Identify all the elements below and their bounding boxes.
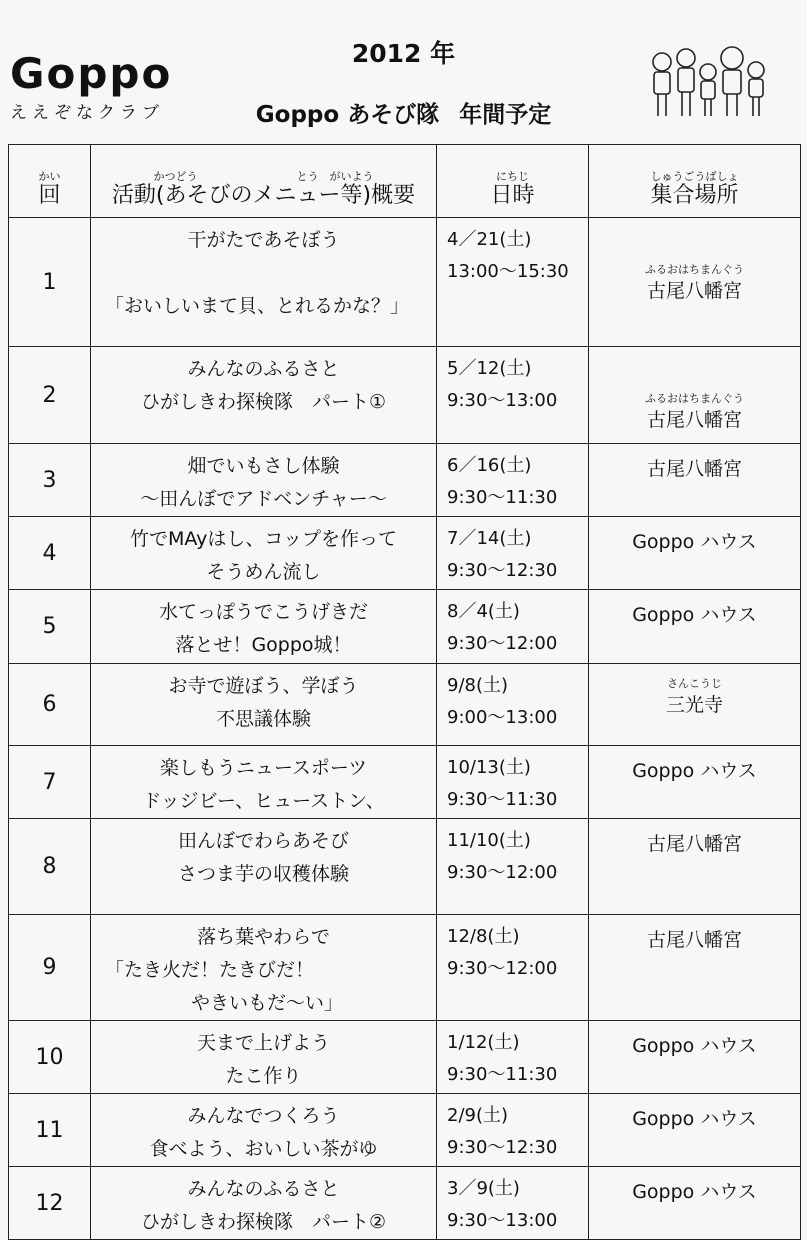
- activity-line: みんなでつくろう: [187, 1105, 340, 1127]
- place-ruby: ふるおはちまんぐう: [645, 263, 744, 276]
- activity-cell: [91, 915, 437, 1021]
- table-row: [9, 347, 801, 444]
- time-text: 9:30〜12:00: [447, 958, 558, 979]
- activity-cell: [91, 218, 437, 347]
- activity-line: ひがしきわ探検隊 パート②: [140, 1211, 387, 1233]
- place-name: 古尾八幡宮: [646, 929, 742, 951]
- session-number: 8: [9, 819, 91, 915]
- session-number: 4: [9, 517, 91, 590]
- time-text: 9:00〜13:00: [447, 707, 558, 728]
- place-name: 三光寺: [665, 694, 723, 716]
- date-text: 1/12(土): [447, 1032, 520, 1053]
- activity-line: みんなのふるさと: [187, 358, 340, 380]
- activity-line: 食べよう、おいしい茶がゆ: [149, 1138, 378, 1160]
- header-place: [589, 145, 801, 218]
- date-cell: [437, 1021, 589, 1094]
- header-no: [9, 145, 91, 218]
- children-illustration: [648, 40, 778, 126]
- place-ruby: ふるおはちまんぐう: [645, 392, 744, 405]
- activity-line: さつま芋の収穫体験: [177, 863, 349, 885]
- logo-subtitle: ええぞなクラブ: [10, 103, 164, 123]
- activity-line: [91, 257, 436, 290]
- year-heading: 2012 年: [351, 39, 456, 68]
- title-schedule: 年間予定: [459, 102, 552, 128]
- session-number: 10: [9, 1021, 91, 1094]
- header-date-ruby: にちじ: [496, 170, 529, 183]
- place-name: Goppo ハウス: [632, 1035, 757, 1057]
- table-row: [9, 915, 801, 1021]
- place-name: Goppo ハウス: [632, 531, 757, 553]
- session-number: 1: [9, 218, 91, 347]
- meeting-place-cell: [589, 1094, 801, 1167]
- date-text: 12/8(土): [447, 926, 520, 947]
- time-text: 9:30〜12:00: [447, 633, 558, 654]
- time-text: 9:30〜12:30: [447, 1137, 558, 1158]
- date-cell: [437, 1094, 589, 1167]
- table-row: [9, 444, 801, 517]
- date-cell: [437, 517, 589, 590]
- meeting-place-cell: [589, 915, 801, 1021]
- activity-line: たこ作り: [225, 1065, 302, 1087]
- date-cell: [437, 347, 589, 444]
- header-activity-label: 活動(あそびのメニュー等)概要: [111, 183, 416, 208]
- place-ruby: さんこうじ: [667, 677, 722, 690]
- session-number: 7: [9, 746, 91, 819]
- date-text: 7／14(土): [447, 528, 532, 549]
- header-date: [437, 145, 589, 218]
- date-text: 3／9(土): [447, 1178, 520, 1199]
- meeting-place-cell: [589, 819, 801, 915]
- header-no-label: 回: [38, 183, 61, 208]
- activity-cell: [91, 517, 437, 590]
- schedule-table: [8, 144, 801, 1240]
- session-number: 9: [9, 915, 91, 1021]
- time-text: 9:30〜11:30: [447, 1064, 558, 1085]
- place-name: Goppo ハウス: [632, 760, 757, 782]
- header-no-ruby: かい: [38, 170, 61, 183]
- meeting-place-cell: [589, 1021, 801, 1094]
- activity-line: 楽しもうニュースポーツ: [159, 757, 368, 779]
- place-name: Goppo ハウス: [632, 1181, 757, 1203]
- activity-line: 田んぼでわらあそび: [177, 830, 349, 852]
- table-row: [9, 218, 801, 347]
- meeting-place-cell: [589, 590, 801, 664]
- session-number: 11: [9, 1094, 91, 1167]
- meeting-place-cell: [589, 444, 801, 517]
- activity-line: 天まで上げよう: [196, 1032, 330, 1054]
- session-number: 2: [9, 347, 91, 444]
- activity-line: 竹でMAyはし、コップを作って: [130, 528, 397, 550]
- activity-cell: [91, 1094, 437, 1167]
- activity-line: そうめん流し: [206, 561, 321, 583]
- activity-line: 落とせ！Goppo城！: [175, 634, 352, 656]
- meeting-place-cell: [589, 347, 801, 444]
- place-name: 古尾八幡宮: [646, 409, 742, 431]
- activity-cell: [91, 746, 437, 819]
- activity-line: 畑でいもさし体験: [187, 455, 340, 477]
- activity-line: 〜田んぼでアドベンチャー〜: [140, 488, 387, 510]
- activity-line: やきいもだ〜い」: [191, 992, 344, 1014]
- date-cell: [437, 590, 589, 664]
- table-row: [9, 746, 801, 819]
- activity-cell: [91, 1167, 437, 1240]
- place-name: 古尾八幡宮: [646, 458, 742, 480]
- date-text: 4／21(土): [447, 229, 532, 250]
- activity-line: 「おいしいまて貝、とれるかな？」: [105, 295, 410, 317]
- table-row: [9, 664, 801, 746]
- table-row: [9, 1021, 801, 1094]
- date-cell: [437, 1167, 589, 1240]
- activity-line: お寺で遊ぼう、学ぼう: [168, 675, 359, 697]
- date-text: 11/10(土): [447, 830, 531, 851]
- time-text: 9:30〜12:00: [447, 862, 558, 883]
- time-text: 9:30〜13:00: [447, 390, 558, 411]
- activity-cell: [91, 444, 437, 517]
- date-text: 5／12(土): [447, 358, 532, 379]
- header-activity-ruby: かつどう とう がいよう: [153, 170, 374, 183]
- activity-line: 落ち葉やわらで: [197, 926, 330, 948]
- activity-line: 水てっぽうでこうげきだ: [158, 601, 368, 623]
- time-text: 13:00〜15:30: [447, 261, 569, 282]
- activity-line: 「たき火だ！たきびだ！: [105, 959, 315, 981]
- session-number: 6: [9, 664, 91, 746]
- table-header-row: [9, 145, 801, 218]
- date-text: 2/9(土): [447, 1105, 509, 1126]
- activity-line: みんなのふるさと: [187, 1178, 340, 1200]
- time-text: 9:30〜11:30: [447, 487, 558, 508]
- activity-line: ひがしきわ探検隊 パート①: [140, 391, 387, 413]
- activity-line: ドッジビー、ヒューストン、: [142, 790, 385, 812]
- table-row: [9, 819, 801, 915]
- date-text: 8／4(土): [447, 601, 520, 622]
- place-name: Goppo ハウス: [632, 1108, 757, 1130]
- date-text: 6／16(土): [447, 455, 532, 476]
- meeting-place-cell: [589, 517, 801, 590]
- session-number: 5: [9, 590, 91, 664]
- activity-cell: [91, 347, 437, 444]
- date-cell: [437, 664, 589, 746]
- meeting-place-cell: [589, 218, 801, 347]
- activity-cell: [91, 664, 437, 746]
- activity-cell: [91, 819, 437, 915]
- meeting-place-cell: [589, 746, 801, 819]
- place-name: Goppo ハウス: [632, 604, 757, 626]
- table-row: [9, 1094, 801, 1167]
- date-cell: [437, 915, 589, 1021]
- date-cell: [437, 444, 589, 517]
- activity-line: 干がたであそぼう: [187, 229, 340, 251]
- header-activity: [91, 145, 437, 218]
- date-text: 9/8(土): [447, 675, 509, 696]
- header-place-ruby: しゅうごうばしょ: [650, 170, 739, 183]
- activity-cell: [91, 590, 437, 664]
- date-cell: [437, 819, 589, 915]
- meeting-place-cell: [589, 1167, 801, 1240]
- time-text: 9:30〜11:30: [447, 789, 558, 810]
- date-text: 10/13(土): [447, 757, 531, 778]
- time-text: 9:30〜13:00: [447, 1210, 558, 1231]
- session-number: 12: [9, 1167, 91, 1240]
- logo-text: Goppo: [10, 49, 173, 98]
- place-name: 古尾八幡宮: [646, 833, 742, 855]
- header-place-label: 集合場所: [650, 183, 739, 208]
- activity-cell: [91, 1021, 437, 1094]
- meeting-place-cell: [589, 664, 801, 746]
- table-row: [9, 1167, 801, 1240]
- date-cell: [437, 218, 589, 347]
- header-date-label: 日時: [490, 183, 535, 208]
- date-cell: [437, 746, 589, 819]
- activity-line: 不思議体験: [215, 708, 311, 730]
- place-name: 古尾八幡宮: [646, 280, 742, 302]
- session-number: 3: [9, 444, 91, 517]
- table-row: [9, 590, 801, 664]
- title-group-name: Goppo あそび隊: [255, 102, 440, 128]
- time-text: 9:30〜12:30: [447, 560, 558, 581]
- table-row: [9, 517, 801, 590]
